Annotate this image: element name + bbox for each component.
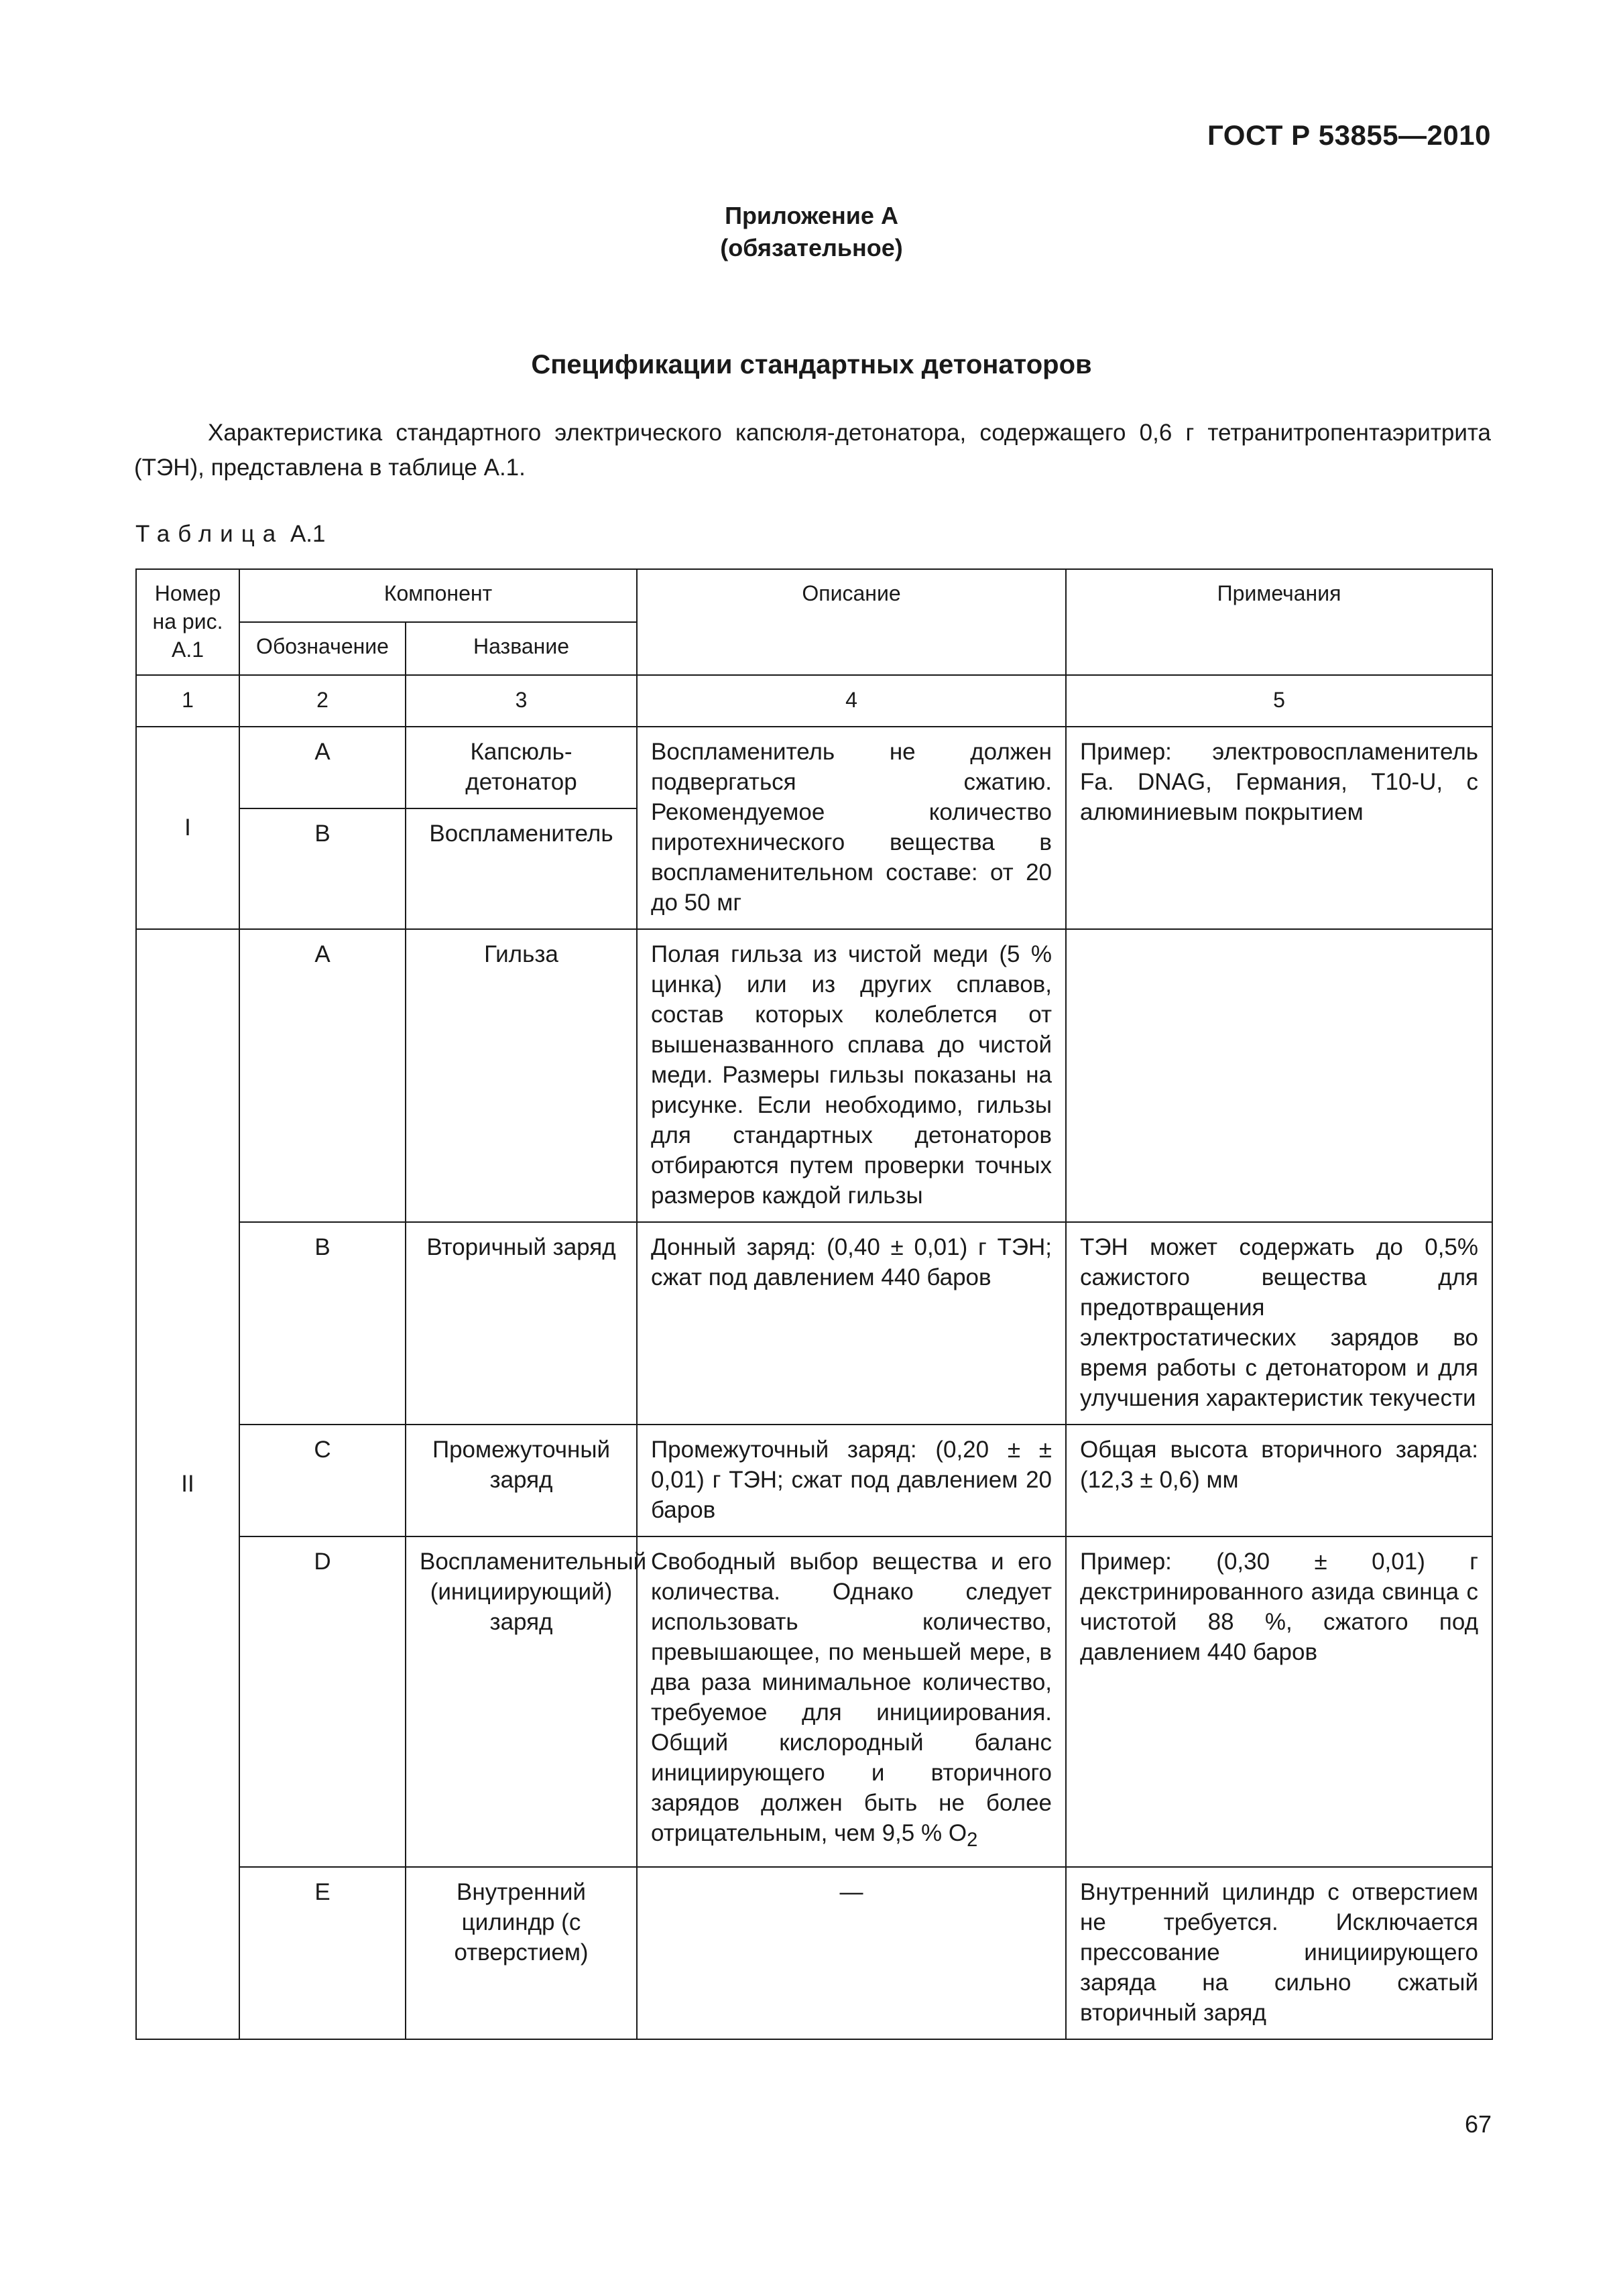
notes-cell: Общая высота вторичного заряда: (12,3 ± 0,6) мм xyxy=(1066,1425,1492,1536)
description-cell: Воспламенитель не должен подвергаться сжатию. Рекомендуемое количество пиротехнического вещества в воспламенительном составе: от 20 до 50 мг xyxy=(637,727,1066,929)
column-number: 1 xyxy=(136,675,239,727)
specification-table xyxy=(135,568,1493,2040)
notes-cell xyxy=(1066,929,1492,1222)
page-number: 67 xyxy=(1464,2110,1492,2138)
notes-cell: ТЭН может содержать до 0,5% сажистого вещества для предотвращения электростатических зарядов во время работы с детонатором и для улучшения характеристик текучести xyxy=(1066,1222,1492,1425)
section-title: Спецификации стандартных детонаторов xyxy=(531,350,1092,379)
appendix-heading xyxy=(0,200,1623,264)
table-row xyxy=(136,929,1492,1222)
designation-cell: B xyxy=(239,808,406,929)
column-number-row xyxy=(136,675,1492,727)
table-row xyxy=(136,1536,1492,1867)
designation-cell: A xyxy=(239,929,406,1222)
description-cell: Полая гильза из чистой меди (5 % цинка) или из других сплавов, состав которых колеблется от вышеназванного сплава до чистой меди. Размеры гильзы показаны на рисунке. Если необходимо, гильзы для стандартных детонаторов отбираются путем проверки точных размеров каждой гильзы xyxy=(637,929,1066,1222)
description-cell xyxy=(637,1536,1066,1867)
column-number: 5 xyxy=(1066,675,1492,727)
header-component: Компонент xyxy=(239,569,637,622)
designation-cell: E xyxy=(239,1867,406,2039)
header-designation: Обозначение xyxy=(239,622,406,675)
notes-cell: Внутренний цилиндр с отверстием не требуется. Исключается прессование инициирующего заряда на сильно сжатый вторичный заряд xyxy=(1066,1867,1492,2039)
designation-cell: B xyxy=(239,1222,406,1425)
column-number: 3 xyxy=(406,675,637,727)
oxygen-formula: $O_2$ xyxy=(948,1820,978,1851)
name-cell: Вторичный заряд xyxy=(406,1222,637,1425)
header-name: Название xyxy=(406,622,637,675)
column-number: 2 xyxy=(239,675,406,727)
header-description: Описание xyxy=(637,569,1066,675)
notes-cell: Пример: (0,30 ± 0,01) г декстринированного азида свинца с чистотой 88 %, сжатого под давлением 440 баров xyxy=(1066,1536,1492,1867)
description-cell: Промежуточный заряд: (0,20 ± ± 0,01) г ТЭН; сжат под давлением 20 баров xyxy=(637,1425,1066,1536)
group-number: I xyxy=(136,727,239,929)
description-cell: — xyxy=(637,1867,1066,2039)
table-row xyxy=(136,1867,1492,2039)
table-label-word: Таблица xyxy=(135,521,284,547)
name-cell: Капсюль-детонатор xyxy=(406,727,637,808)
header-num: Номер на рис. А.1 xyxy=(136,569,239,675)
appendix-status: (обязательное) xyxy=(720,234,903,261)
table-row xyxy=(136,1425,1492,1536)
designation-cell: C xyxy=(239,1425,406,1536)
column-number: 4 xyxy=(637,675,1066,727)
name-cell: Внутренний цилиндр (с отверстием) xyxy=(406,1867,637,2039)
table-label xyxy=(135,521,326,548)
name-cell: Воспламенитель xyxy=(406,808,637,929)
designation-cell: D xyxy=(239,1536,406,1867)
name-cell: Промежуточный заряд xyxy=(406,1425,637,1536)
intro-paragraph: Характеристика стандартного электрического капсюля-детонатора, содержащего 0,6 г тетранитропентаэритрита (ТЭН), представлена в таблице А.1. xyxy=(134,420,1491,481)
table-row xyxy=(136,1222,1492,1425)
description-cell: Донный заряд: (0,40 ± 0,01) г ТЭН; сжат под давлением 440 баров xyxy=(637,1222,1066,1425)
appendix-title: Приложение А xyxy=(725,202,898,229)
table-label-number: А.1 xyxy=(284,521,326,547)
description-text: Свободный выбор вещества и его количества. Однако следует использовать количество, превышающее, по меньшей мере, в два раза минимальное количество, требуемое для инициирования. Общий кислородный баланс инициирующего и вторичного зарядов должен быть не более отрицательным, чем 9,5 % xyxy=(651,1549,1053,1846)
notes-cell: Пример: электровоспламенитель Fa. DNAG, Германия, T10-U, с алюминиевым покрытием xyxy=(1066,727,1492,929)
group-number: II xyxy=(136,929,239,2039)
standard-id: ГОСТ Р 53855—2010 xyxy=(1207,119,1491,151)
header-row-1 xyxy=(136,569,1492,622)
header-notes: Примечания xyxy=(1066,569,1492,675)
name-cell: Гильза xyxy=(406,929,637,1222)
table-row xyxy=(136,727,1492,808)
name-cell: Воспламенительный (инициирующий) заряд xyxy=(406,1536,637,1867)
designation-cell: A xyxy=(239,727,406,808)
